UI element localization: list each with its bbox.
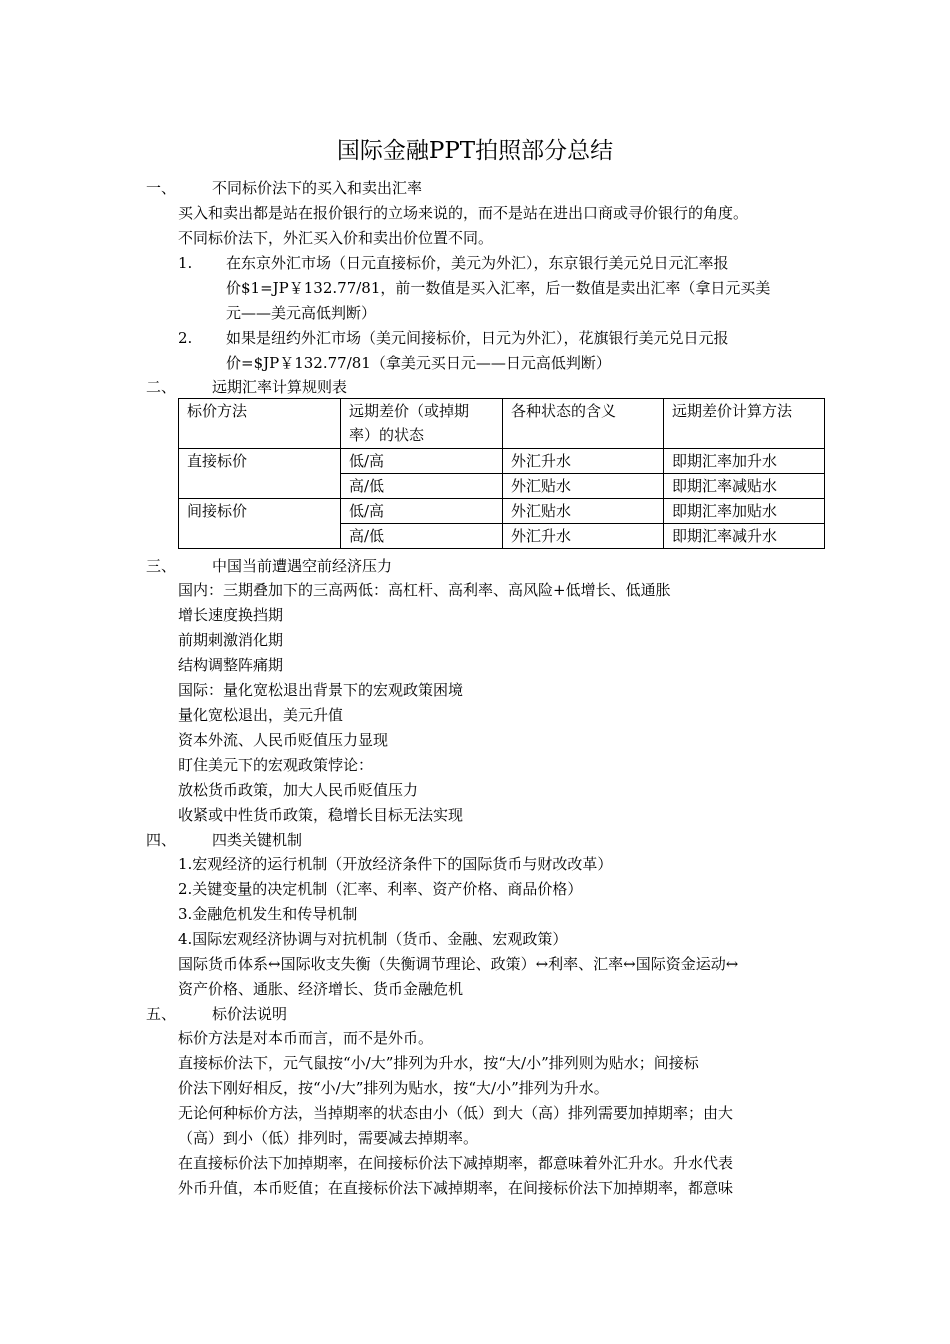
paragraph: 3.金融危机发生和传导机制 xyxy=(178,905,358,923)
table-cell: 即期汇率减升水 xyxy=(664,524,825,549)
table-header: 标价方法 xyxy=(179,399,341,449)
paragraph: 增长速度换挡期 xyxy=(178,606,284,624)
paragraph: 无论何种标价方法，当掉期率的状态由小（低）到大（高）排列需要加掉期率；由大 xyxy=(178,1104,734,1122)
table-cell: 低/高 xyxy=(341,449,503,474)
table-cell: 间接标价 xyxy=(179,499,341,549)
paragraph: 资产价格、通胀、经济增长、货币金融危机 xyxy=(178,980,464,998)
section-number: 四、 xyxy=(146,831,177,849)
table-header: 各种状态的含义 xyxy=(503,399,664,449)
section-number: 二、 xyxy=(146,378,177,396)
paragraph: 收紧或中性货币政策，稳增长目标无法实现 xyxy=(178,806,464,824)
list-item-line: 如果是纽约外汇市场（美元间接标价，日元为外汇），花旗银行美元兑日元报 xyxy=(226,329,729,347)
paragraph: 前期刺激消化期 xyxy=(178,631,284,649)
paragraph: （高）到小（低）排列时，需要减去掉期率。 xyxy=(178,1129,479,1147)
paragraph: 不同标价法下，外汇买入价和卖出价位置不同。 xyxy=(178,229,494,247)
table-cell: 外汇贴水 xyxy=(503,499,664,524)
paragraph: 外币升值，本币贬值；在直接标价法下减掉期率，在间接标价法下加掉期率，都意味 xyxy=(178,1179,734,1197)
section-title: 中国当前遭遇空前经济压力 xyxy=(212,557,393,575)
table-cell: 低/高 xyxy=(341,499,503,524)
page-title: 国际金融PPT拍照部分总结 xyxy=(336,138,614,164)
table-cell: 外汇贴水 xyxy=(503,474,664,499)
table-cell: 外汇升水 xyxy=(503,449,664,474)
section-number: 五、 xyxy=(146,1005,177,1023)
paragraph: 买入和卖出都是站在报价银行的立场来说的，而不是站在进出口商或寻价银行的角度。 xyxy=(178,204,749,222)
table-cell: 即期汇率减贴水 xyxy=(664,474,825,499)
forward-rate-table xyxy=(178,398,825,549)
table-cell: 高/低 xyxy=(341,524,503,549)
list-number: 2. xyxy=(178,329,193,347)
table-row xyxy=(179,449,825,474)
section-title: 不同标价法下的买入和卖出汇率 xyxy=(212,179,423,197)
paragraph: 国际：量化宽松退出背景下的宏观政策困境 xyxy=(178,681,464,699)
table-cell: 外汇升水 xyxy=(503,524,664,549)
paragraph: 资本外流、人民币贬值压力显现 xyxy=(178,731,389,749)
paragraph: 直接标价法下，元气鼠按“小/大”排列为升水，按“大/小”排列则为贴水；间接标 xyxy=(178,1054,699,1072)
section-title: 标价法说明 xyxy=(212,1005,288,1023)
list-item-line: 在东京外汇市场（日元直接标价，美元为外汇），东京银行美元兑日元汇率报 xyxy=(226,254,729,272)
section-number: 三、 xyxy=(146,557,177,575)
list-number: 1. xyxy=(178,254,193,272)
table-cell: 即期汇率加贴水 xyxy=(664,499,825,524)
section-number: 一、 xyxy=(146,179,177,197)
list-item-line: 价$1=JP￥132.77/81，前一数值是买入汇率，后一数值是卖出汇率（拿日元买美 xyxy=(226,279,771,297)
paragraph: 2.关键变量的决定机制（汇率、利率、资产价格、商品价格） xyxy=(178,880,583,898)
table-header-line: 远期差价（或掉期 xyxy=(349,402,470,420)
paragraph: 放松货币政策，加大人民币贬值压力 xyxy=(178,781,419,799)
paragraph: 在直接标价法下加掉期率，在间接标价法下减掉期率，都意味着外汇升水。升水代表 xyxy=(178,1154,734,1172)
paragraph: 量化宽松退出，美元升值 xyxy=(178,706,344,724)
paragraph: 标价方法是对本币而言，而不是外币。 xyxy=(178,1029,434,1047)
paragraph: 结构调整阵痛期 xyxy=(178,656,284,674)
table-cell: 即期汇率加升水 xyxy=(664,449,825,474)
paragraph: 国内：三期叠加下的三高两低：高杠杆、高利率、高风险+低增长、低通胀 xyxy=(178,581,671,599)
table-cell: 高/低 xyxy=(341,474,503,499)
table-header xyxy=(341,399,503,449)
paragraph: 1.宏观经济的运行机制（开放经济条件下的国际货币与财改改革） xyxy=(178,855,613,873)
table-cell: 直接标价 xyxy=(179,449,341,499)
table-header-line: 率）的状态 xyxy=(349,426,425,444)
section-title: 远期汇率计算规则表 xyxy=(212,378,348,396)
paragraph: 国际货币体系↔国际收支失衡（失衡调节理论、政策）↔利率、汇率↔国际资金运动↔ xyxy=(178,955,739,973)
table-header: 远期差价计算方法 xyxy=(664,399,825,449)
list-item-line: 价=$JP￥132.77/81（拿美元买日元——日元高低判断） xyxy=(226,354,611,372)
table-row xyxy=(179,499,825,524)
paragraph: 4.国际宏观经济协调与对抗机制（货币、金融、宏观政策） xyxy=(178,930,568,948)
paragraph: 盯住美元下的宏观政策悖论： xyxy=(178,756,374,774)
table-header-row xyxy=(179,399,825,449)
section-title: 四类关键机制 xyxy=(212,831,303,849)
paragraph: 价法下刚好相反，按“小/大”排列为贴水，按“大/小”排列为升水。 xyxy=(178,1079,609,1097)
list-item-line: 元——美元高低判断） xyxy=(226,304,377,322)
